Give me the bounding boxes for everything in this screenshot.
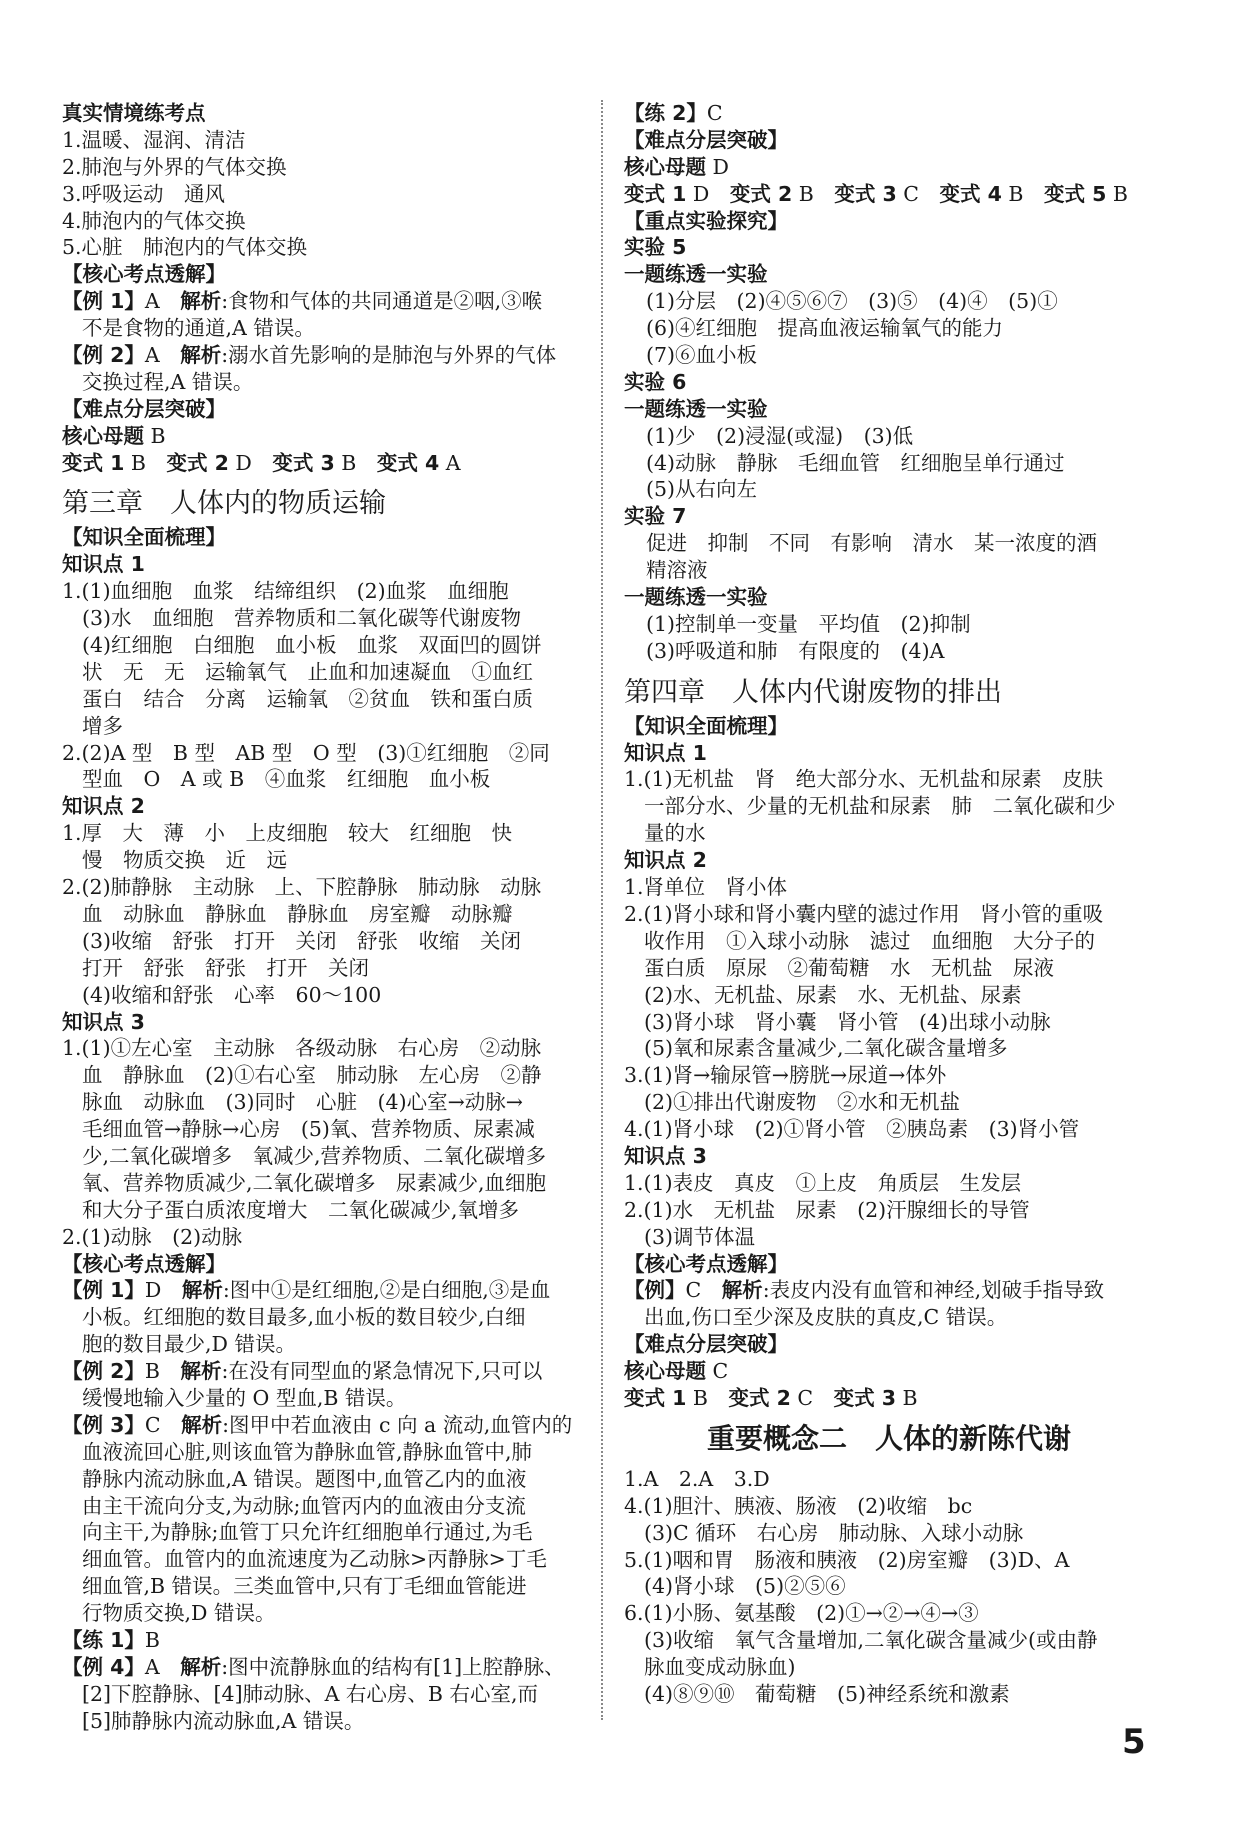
text-segment: C xyxy=(706,1359,729,1384)
answer-line xyxy=(62,1654,597,1681)
answer-line xyxy=(624,1358,1154,1385)
bold-label: 变式 2 xyxy=(728,1385,791,1410)
bold-label: 变式 3 xyxy=(834,181,897,206)
text-segment: 知识点 1 xyxy=(62,552,145,577)
bold-label: 变式 2 xyxy=(729,181,793,206)
text-segment: 缓慢地输入少量的 O 型血,B 错误。 xyxy=(82,1385,407,1410)
answer-line xyxy=(62,1035,597,1062)
text-segment: B xyxy=(144,423,166,448)
answer-continuation xyxy=(624,1224,1154,1251)
text-segment: (1)分层 (2)④⑤⑥⑦ (3)⑤ (4)④ (5)① xyxy=(646,289,1058,314)
answer-continuation xyxy=(62,766,597,793)
bold-label: 【练 1】 xyxy=(62,1627,145,1652)
text-segment: 6.(1)小肠、氨基酸 (2)①→②→④→③ xyxy=(624,1601,979,1626)
answer-continuation xyxy=(62,1143,597,1170)
section-heading xyxy=(624,396,1154,423)
answer-subitem xyxy=(624,557,1154,584)
answer-line xyxy=(624,1466,1154,1493)
bold-label: 变式 4 xyxy=(376,450,440,475)
text-segment: 2.(1)水 无机盐 尿素 (2)汗腺细长的导管 xyxy=(624,1197,1030,1222)
text-segment: B xyxy=(334,450,377,475)
answer-continuation xyxy=(62,605,597,632)
text-segment: C xyxy=(896,181,940,206)
text-segment: C xyxy=(685,1278,722,1303)
text-segment: 促进 抑制 不同 有影响 清水 某一浓度的酒 xyxy=(646,531,1097,556)
section-heading xyxy=(624,847,1154,874)
text-segment: 5.(1)咽和胃 肠液和胰液 (2)房室瓣 (3)D、A xyxy=(624,1547,1070,1572)
section-heading xyxy=(62,551,597,578)
text-segment: (4)红细胞 白细胞 血小板 血浆 双面凹的圆饼 xyxy=(82,633,542,658)
section-heading xyxy=(62,793,597,820)
left-column xyxy=(62,100,597,1735)
answer-continuation xyxy=(62,1385,597,1412)
bold-label: 解析 xyxy=(181,1278,223,1303)
text-segment: 知识点 1 xyxy=(624,740,707,765)
text-segment: 实验 7 xyxy=(624,504,687,529)
text-segment: 交换过程,A 错误。 xyxy=(82,369,254,394)
answer-subitem xyxy=(624,611,1154,638)
text-segment: 【难点分层突破】 xyxy=(62,396,226,421)
text-segment: 血 动脉血 静脉血 静脉血 房室瓣 动脉瓣 xyxy=(82,901,513,926)
answer-continuation xyxy=(624,1520,1154,1547)
text-segment: C xyxy=(790,1385,834,1410)
text-segment: 血 静脉血 (2)①右心室 肺动脉 左心房 ②静 xyxy=(82,1063,542,1088)
answer-continuation xyxy=(624,1654,1154,1681)
answer-subitem xyxy=(624,476,1154,503)
answer-line xyxy=(62,820,597,847)
answer-continuation xyxy=(62,1519,597,1546)
answer-continuation xyxy=(624,1089,1154,1116)
text-segment: B xyxy=(1001,181,1044,206)
text-segment: 2.肺泡与外界的气体交换 xyxy=(62,154,287,179)
answer-continuation xyxy=(624,1009,1154,1036)
chapter-title xyxy=(62,484,597,524)
bold-label: 核心母题 xyxy=(624,154,706,179)
text-segment: 细血管,B 错误。三类血管中,只有丁毛细血管能进 xyxy=(82,1574,527,1599)
text-segment: (3)呼吸道和肺 有限度的 (4)A xyxy=(646,638,945,663)
answer-subitem xyxy=(624,288,1154,315)
text-segment: 少,二氧化碳增多 氧减少,营养物质、二氧化碳增多 xyxy=(82,1143,547,1168)
text-segment: 细血管。血管内的血流速度为乙动脉>丙静脉>丁毛 xyxy=(82,1547,547,1572)
text-segment: 第三章 人体内的物质运输 xyxy=(62,488,386,520)
text-segment: 1.(1)血细胞 血浆 结缔组织 (2)血浆 血细胞 xyxy=(62,579,509,604)
answer-line xyxy=(62,874,597,901)
text-segment: A xyxy=(439,450,461,475)
text-segment: D xyxy=(686,181,730,206)
text-segment: D xyxy=(706,154,729,179)
answer-line xyxy=(62,1627,597,1654)
answer-line xyxy=(624,1170,1154,1197)
text-segment: 【重点实验探究】 xyxy=(624,208,788,233)
text-segment: 第四章 人体内代谢废物的排出 xyxy=(624,676,1002,708)
answer-line xyxy=(624,874,1154,901)
bold-label: 核心母题 xyxy=(624,1359,706,1384)
answer-subitem xyxy=(624,315,1154,342)
answer-continuation xyxy=(62,928,597,955)
text-segment: 1.A 2.A 3.D xyxy=(624,1466,770,1491)
bold-label: 【例】 xyxy=(624,1278,686,1303)
text-segment: 【难点分层突破】 xyxy=(624,1332,788,1357)
text-segment: B xyxy=(124,450,167,475)
text-segment: 蛋白 结合 分离 运输氧 ②贫血 铁和蛋白质 xyxy=(82,686,533,711)
answer-continuation xyxy=(62,315,597,342)
answer-line xyxy=(624,1277,1154,1304)
bold-label: 变式 1 xyxy=(624,1385,687,1410)
text-segment: 胞的数目最少,D 错误。 xyxy=(82,1332,296,1357)
answer-subitem xyxy=(624,450,1154,477)
text-segment: (1)少 (2)浸湿(或湿) (3)低 xyxy=(646,423,914,448)
text-segment: D xyxy=(144,1278,182,1303)
bold-label: 【例 4】 xyxy=(62,1654,145,1679)
text-segment: 一题练透一实验 xyxy=(624,585,768,610)
answer-continuation xyxy=(624,793,1154,820)
text-segment: 【知识全面梳理】 xyxy=(624,713,788,738)
section-heading xyxy=(624,234,1154,261)
text-segment: 一部分水、少量的无机盐和尿素 肺 二氧化碳和少 xyxy=(644,794,1116,819)
text-segment: 静脉内流动脉血,A 错误。题图中,血管乙内的血液 xyxy=(82,1466,527,1491)
bold-label: 【例 1】 xyxy=(62,289,145,314)
answer-continuation xyxy=(62,1197,597,1224)
answer-continuation xyxy=(624,955,1154,982)
answer-continuation xyxy=(624,820,1154,847)
section-heading xyxy=(624,1143,1154,1170)
bold-label: 变式 1 xyxy=(624,181,687,206)
text-segment: 2.(2)A 型 B 型 AB 型 O 型 (3)①红细胞 ②同 xyxy=(62,740,550,765)
bold-label: 变式 2 xyxy=(166,450,229,475)
text-segment: C xyxy=(144,1412,182,1437)
text-segment: :表皮内没有血管和神经,划破手指导致 xyxy=(762,1278,1105,1303)
text-segment: 3.呼吸运动 通风 xyxy=(62,181,226,206)
text-segment: 1.肾单位 肾小体 xyxy=(624,875,788,900)
answer-continuation xyxy=(62,1439,597,1466)
text-segment: (3)水 血细胞 营养物质和二氧化碳等代谢废物 xyxy=(82,606,522,631)
answer-continuation xyxy=(624,1627,1154,1654)
text-segment: 【核心考点透解】 xyxy=(62,262,226,287)
text-segment: D xyxy=(228,450,273,475)
text-segment: 状 无 无 运输氧气 止血和加速凝血 ①血红 xyxy=(82,659,533,684)
answer-line xyxy=(624,766,1154,793)
text-segment: 【核心考点透解】 xyxy=(62,1251,226,1276)
answer-continuation xyxy=(62,1546,597,1573)
bold-label: 解析 xyxy=(180,289,222,314)
text-segment: (3)收缩 舒张 打开 关闭 舒张 收缩 关闭 xyxy=(82,928,522,953)
text-segment: 4.肺泡内的气体交换 xyxy=(62,208,246,233)
text-segment: A xyxy=(144,343,181,368)
answer-subitem xyxy=(624,423,1154,450)
text-segment: (2)①排出代谢废物 ②水和无机盐 xyxy=(644,1090,961,1115)
text-segment: :在没有同型血的紧急情况下,只可以 xyxy=(221,1359,543,1384)
text-segment: B xyxy=(792,181,835,206)
text-segment: (1)控制单一变量 平均值 (2)抑制 xyxy=(646,611,971,636)
answer-continuation xyxy=(62,1573,597,1600)
text-segment: 1.温暖、湿润、清洁 xyxy=(62,127,246,152)
section-heading xyxy=(62,1251,597,1278)
answer-continuation xyxy=(62,1493,597,1520)
concept-title xyxy=(624,1418,1154,1460)
answer-continuation xyxy=(62,1170,597,1197)
right-column xyxy=(624,100,1154,1708)
answer-continuation xyxy=(62,1681,597,1708)
text-segment: 由主干流向分支,为动脉;血管丙内的血液由分支流 xyxy=(82,1493,526,1518)
text-segment: (4)动脉 静脉 毛细血管 红细胞呈单行通过 xyxy=(646,450,1065,475)
answer-continuation xyxy=(62,955,597,982)
bold-label: 变式 3 xyxy=(272,450,335,475)
answer-line xyxy=(62,423,597,450)
text-segment: 一题练透一实验 xyxy=(624,396,768,421)
text-segment: B xyxy=(1106,181,1128,206)
text-segment: C xyxy=(706,101,723,125)
text-segment: 行物质交换,D 错误。 xyxy=(82,1601,276,1626)
bold-label: 解析 xyxy=(180,343,222,368)
answer-line xyxy=(624,1547,1154,1574)
text-segment: 知识点 2 xyxy=(624,848,707,873)
text-segment: 收作用 ①入球小动脉 滤过 血细胞 大分子的 xyxy=(644,928,1095,953)
answer-continuation xyxy=(62,1062,597,1089)
text-segment: (6)④红细胞 提高血液运输氧气的能力 xyxy=(646,316,1004,341)
answer-line xyxy=(624,154,1154,181)
page-number: 5 xyxy=(1122,1722,1146,1762)
answer-line xyxy=(624,1197,1154,1224)
bold-label: 变式 4 xyxy=(939,181,1002,206)
text-segment: 知识点 3 xyxy=(62,1009,145,1034)
answer-line xyxy=(62,1358,597,1385)
answer-continuation xyxy=(62,659,597,686)
answer-continuation xyxy=(624,1304,1154,1331)
text-segment: B xyxy=(686,1385,729,1410)
answer-continuation xyxy=(62,1331,597,1358)
text-segment: 4.(1)胆汁、胰液、肠液 (2)收缩 bc xyxy=(624,1493,973,1518)
answer-continuation xyxy=(62,1466,597,1493)
text-segment: 氧、营养物质减少,二氧化碳增多 尿素减少,血细胞 xyxy=(82,1170,547,1195)
chapter-title xyxy=(624,673,1154,713)
answer-line xyxy=(624,1116,1154,1143)
answer-line xyxy=(624,1062,1154,1089)
text-segment: 2.(1)动脉 (2)动脉 xyxy=(62,1224,243,1249)
bold-label: 解析 xyxy=(181,1412,223,1437)
answer-continuation xyxy=(624,1035,1154,1062)
answer-line xyxy=(624,901,1154,928)
answer-continuation xyxy=(62,847,597,874)
section-heading xyxy=(624,261,1154,288)
text-segment: 一题练透一实验 xyxy=(624,262,768,287)
text-segment: 毛细血管→静脉→心房 (5)氧、营养物质、尿素减 xyxy=(82,1117,535,1142)
section-heading xyxy=(624,503,1154,530)
section-heading xyxy=(624,713,1154,740)
text-segment: 型血 O A 或 B ④血浆 红细胞 血小板 xyxy=(82,767,491,792)
answer-line xyxy=(62,1224,597,1251)
text-segment: 蛋白质 原尿 ②葡萄糖 水 无机盐 尿液 xyxy=(644,955,1054,980)
section-heading xyxy=(62,261,597,288)
text-segment: (2)水、无机盐、尿素 水、无机盐、尿素 xyxy=(644,982,1022,1007)
text-segment: 真实情境练考点 xyxy=(62,101,206,125)
text-segment: 【知识全面梳理】 xyxy=(62,525,226,550)
answer-continuation xyxy=(62,369,597,396)
text-segment: 精溶液 xyxy=(646,558,708,583)
text-segment: 重要概念二 人体的新陈代谢 xyxy=(706,1421,1071,1455)
answer-subitem xyxy=(624,638,1154,665)
answer-continuation xyxy=(62,1304,597,1331)
text-segment: 量的水 xyxy=(644,821,706,846)
section-heading xyxy=(624,369,1154,396)
answer-line xyxy=(62,1412,597,1439)
text-segment: (5)氧和尿素含量减少,二氧化碳含量增多 xyxy=(644,1036,1008,1061)
text-segment: 脉血变成动脉血) xyxy=(644,1655,796,1680)
text-segment: 【核心考点透解】 xyxy=(624,1251,788,1276)
bold-label: 解析 xyxy=(721,1278,763,1303)
section-heading xyxy=(624,1331,1154,1358)
bold-label: 变式 1 xyxy=(62,450,125,475)
answer-line xyxy=(62,450,597,477)
text-segment: 1.(1)无机盐 肾 绝大部分水、无机盐和尿素 皮肤 xyxy=(624,767,1104,792)
text-segment: 5.心脏 肺泡内的气体交换 xyxy=(62,235,308,260)
answer-line xyxy=(62,288,597,315)
text-segment: (3)肾小球 肾小囊 肾小管 (4)出球小动脉 xyxy=(644,1009,1051,1034)
answer-line xyxy=(62,740,597,767)
answer-line xyxy=(62,342,597,369)
text-segment: (5)从右向左 xyxy=(646,477,758,502)
answer-line xyxy=(624,181,1154,208)
text-segment: 知识点 2 xyxy=(62,794,145,819)
text-segment: :溺水首先影响的是肺泡与外界的气体 xyxy=(221,343,557,368)
text-segment: (3)C 循环 右心房 肺动脉、入球小动脉 xyxy=(644,1520,1024,1545)
bold-label: 变式 3 xyxy=(833,1385,897,1410)
text-segment: A xyxy=(144,289,181,314)
answer-line xyxy=(624,1600,1154,1627)
bold-label: 【练 2】 xyxy=(624,101,707,125)
text-segment: :图中①是红细胞,②是白细胞,③是血 xyxy=(222,1278,551,1303)
text-segment: 实验 5 xyxy=(624,235,687,260)
bold-label: 【例 1】 xyxy=(62,1278,145,1303)
answer-continuation xyxy=(624,982,1154,1009)
text-segment: 2.(1)肾小球和肾小囊内壁的滤过作用 肾小管的重吸 xyxy=(624,901,1104,926)
text-segment: [2]下腔静脉、[4]肺动脉、A 右心房、B 右心室,而 xyxy=(82,1681,538,1706)
text-segment: 1.(1)表皮 真皮 ①上皮 角质层 生发层 xyxy=(624,1170,1022,1195)
answer-subitem xyxy=(624,530,1154,557)
text-segment: 2.(2)肺静脉 主动脉 上、下腔静脉 肺动脉 动脉 xyxy=(62,875,542,900)
answer-line xyxy=(62,154,597,181)
text-segment: :图中流静脉血的结构有[1]上腔静脉、 xyxy=(221,1654,565,1679)
text-segment: 【难点分层突破】 xyxy=(624,127,788,152)
section-heading xyxy=(624,208,1154,235)
answer-continuation xyxy=(62,1116,597,1143)
answer-line xyxy=(624,1385,1154,1412)
text-segment: 小板。红细胞的数目最多,血小板的数目较少,白细 xyxy=(82,1305,526,1330)
answer-continuation xyxy=(62,632,597,659)
answer-continuation xyxy=(62,1600,597,1627)
answer-line xyxy=(62,234,597,261)
answer-line xyxy=(624,100,1154,127)
answer-continuation xyxy=(624,928,1154,955)
text-segment: 4.(1)肾小球 (2)①肾小管 ②胰岛素 (3)肾小管 xyxy=(624,1117,1080,1142)
text-segment: B xyxy=(896,1385,918,1410)
text-segment: 增多 xyxy=(82,713,123,738)
column-divider xyxy=(601,100,603,1720)
text-segment: B xyxy=(144,1627,160,1652)
bold-label: 核心母题 xyxy=(62,423,144,448)
text-segment: :图甲中若血液由 c 向 a 流动,血管内的 xyxy=(222,1412,573,1437)
section-heading xyxy=(62,396,597,423)
text-segment: 打开 舒张 舒张 打开 关闭 xyxy=(82,955,369,980)
text-segment: (3)收缩 氧气含量增加,二氧化碳含量减少(或由静 xyxy=(644,1628,1098,1653)
text-segment: 出血,伤口至少深及皮肤的真皮,C 错误。 xyxy=(644,1305,1008,1330)
section-heading xyxy=(624,740,1154,767)
section-heading xyxy=(62,524,597,551)
answer-continuation xyxy=(62,713,597,740)
text-segment: 1.厚 大 薄 小 上皮细胞 较大 红细胞 快 xyxy=(62,821,513,846)
text-segment: 实验 6 xyxy=(624,369,687,394)
text-segment: 向主干,为静脉;血管丁只允许红细胞单行通过,为毛 xyxy=(82,1520,533,1545)
section-heading xyxy=(624,127,1154,154)
answer-continuation xyxy=(62,686,597,713)
text-segment: (4)肾小球 (5)②⑤⑥ xyxy=(644,1574,846,1599)
answer-continuation xyxy=(624,1573,1154,1600)
text-segment: 不是食物的通道,A 错误。 xyxy=(82,316,315,341)
bold-label: 解析 xyxy=(180,1359,222,1384)
answer-line xyxy=(62,208,597,235)
text-segment: (4)⑧⑨⑩ 葡萄糖 (5)神经系统和激素 xyxy=(644,1681,1010,1706)
bold-label: 【例 2】 xyxy=(62,1359,145,1384)
section-heading xyxy=(624,1251,1154,1278)
section-heading xyxy=(62,100,597,127)
text-segment: 和大分子蛋白质浓度增大 二氧化碳减少,氧增多 xyxy=(82,1197,520,1222)
answer-line xyxy=(62,127,597,154)
text-segment: 知识点 3 xyxy=(624,1143,707,1168)
text-segment: A xyxy=(144,1654,181,1679)
bold-label: 解析 xyxy=(180,1654,222,1679)
answer-subitem xyxy=(624,342,1154,369)
text-segment: 脉血 动脉血 (3)同时 心脏 (4)心室→动脉→ xyxy=(82,1090,523,1115)
bold-label: 【例 3】 xyxy=(62,1412,145,1437)
text-segment: 慢 物质交换 近 远 xyxy=(82,848,287,873)
text-segment: (4)收缩和舒张 心率 60～100 xyxy=(82,982,382,1007)
answer-continuation xyxy=(62,1089,597,1116)
text-segment: (3)调节体温 xyxy=(644,1224,756,1249)
text-segment: (7)⑥血小板 xyxy=(646,343,758,368)
answer-line xyxy=(62,1277,597,1304)
answer-continuation xyxy=(62,1708,597,1735)
text-segment: 3.(1)肾→输尿管→膀胱→尿道→体外 xyxy=(624,1063,947,1088)
bold-label: 【例 2】 xyxy=(62,343,145,368)
answer-line xyxy=(62,181,597,208)
section-heading xyxy=(62,1009,597,1036)
text-segment: B xyxy=(144,1359,181,1384)
answer-line xyxy=(624,1493,1154,1520)
text-segment: [5]肺静脉内流动脉血,A 错误。 xyxy=(82,1708,365,1733)
text-segment: :食物和气体的共同通道是②咽,③喉 xyxy=(221,289,543,314)
answer-continuation xyxy=(624,1681,1154,1708)
answer-line xyxy=(62,578,597,605)
bold-label: 变式 5 xyxy=(1043,181,1107,206)
answer-continuation xyxy=(62,982,597,1009)
answer-continuation xyxy=(62,901,597,928)
section-heading xyxy=(624,584,1154,611)
text-segment: 血液流回心脏,则该血管为静脉血管,静脉血管中,肺 xyxy=(82,1439,533,1464)
text-segment: 1.(1)①左心室 主动脉 各级动脉 右心房 ②动脉 xyxy=(62,1036,542,1061)
